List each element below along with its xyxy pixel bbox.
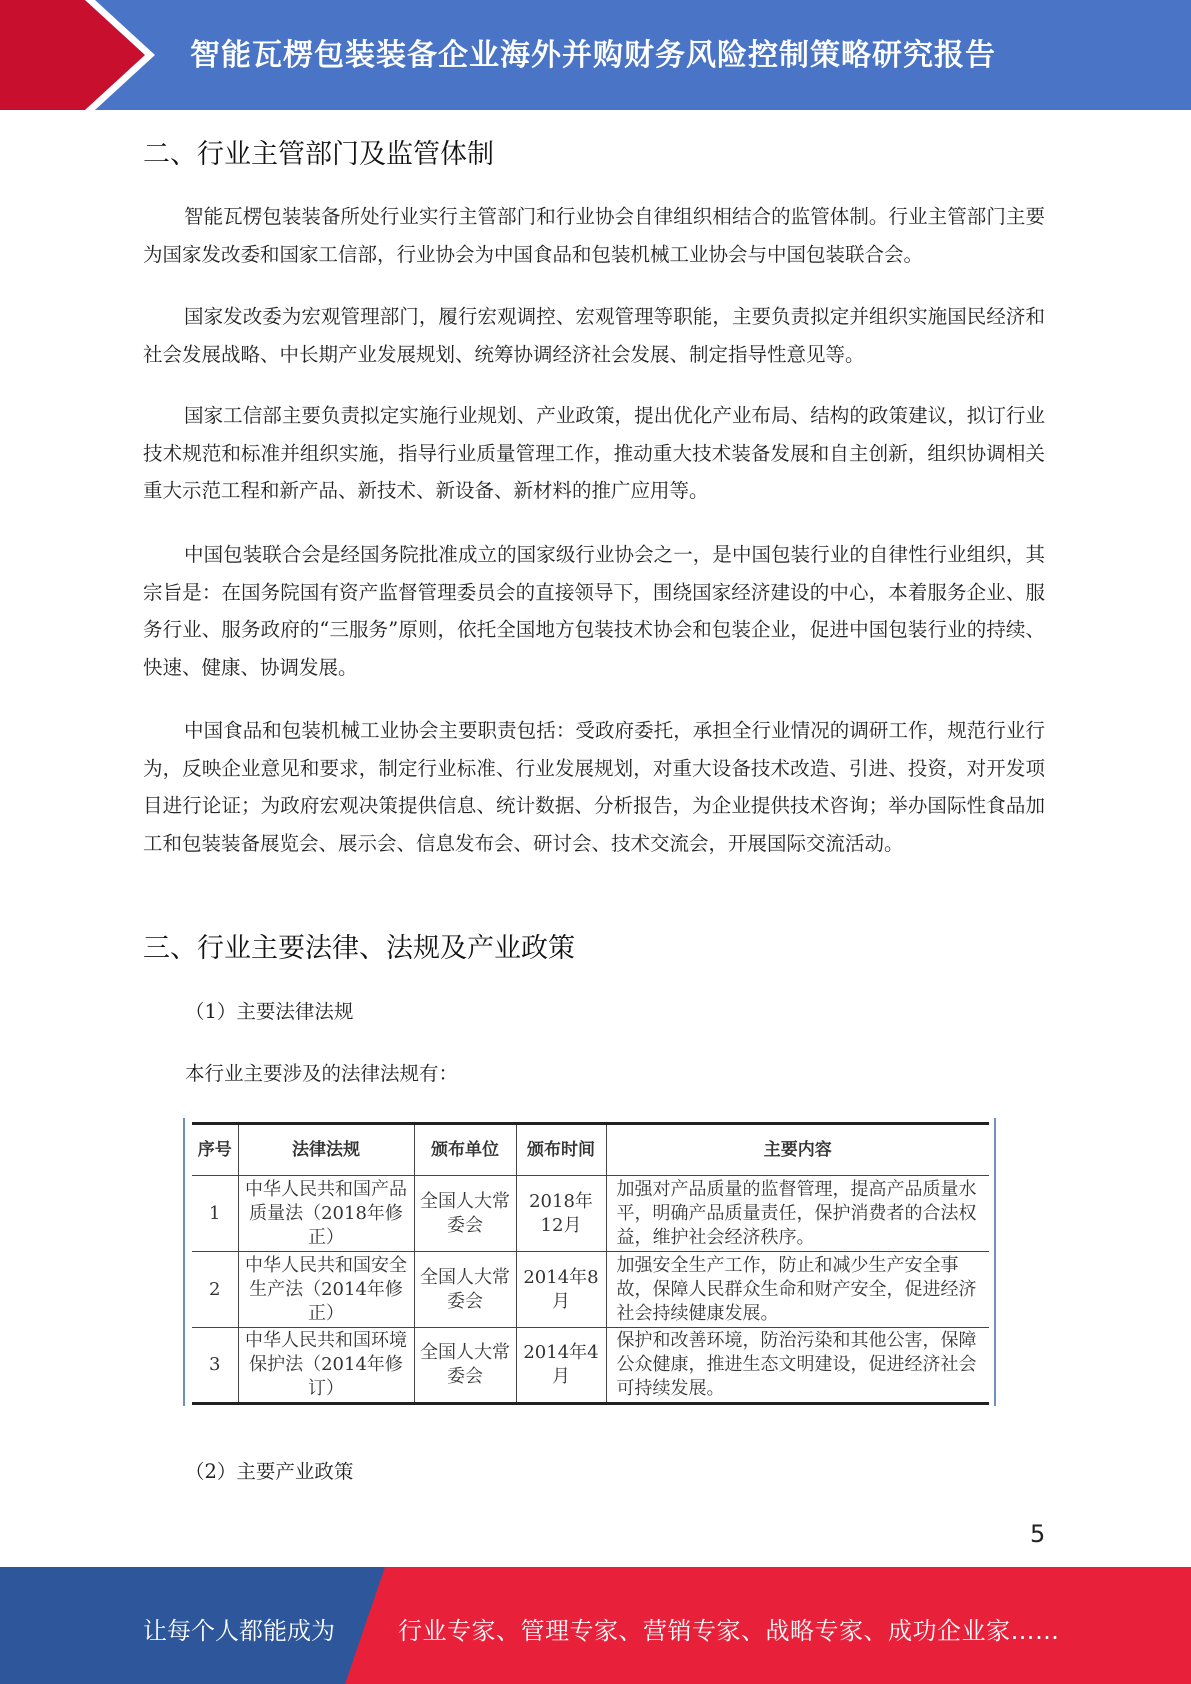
cell-issuer: 全国人大常委会 <box>414 1252 516 1328</box>
paragraph-1: 智能瓦楞包装装备所处行业实行主管部门和行业协会自律组织相结合的监管体制。行业主管部门主要为国家发改委和国家工信部，行业协会为中国食品和包装机械工业协会与中国包装联合会。 <box>143 205 1045 266</box>
paragraph-4: 中国包装联合会是经国务院批准成立的国家级行业协会之一，是中国包装行业的自律性行业组织，其宗旨是：在国务院国有资产监督管理委员会的直接领导下，围绕国家经济建设的中心，本着服务企业、服务行业、服务政府的“三服务”原则，依托全国地方包装技术协会和包装企业，促进中国包装行业的持续、快速、健康、协调发展。 <box>143 543 1045 679</box>
header-index: 序号 <box>192 1124 238 1176</box>
laws-table-frame <box>183 1118 996 1406</box>
section-heading-laws: 三、行业主要法律、法规及产业政策 <box>143 933 575 964</box>
cell-date: 2018年12月 <box>516 1176 606 1252</box>
table-row <box>192 1252 989 1328</box>
table-row <box>192 1328 989 1404</box>
cell-date: 2014年4月 <box>516 1328 606 1404</box>
paragraph-2: 国家发改委为宏观管理部门，履行宏观调控、宏观管理等职能，主要负责拟定并组织实施国民经济和社会发展战略、中长期产业发展规划、统筹协调经济社会发展、制定指导性意见等。 <box>143 305 1045 366</box>
cell-content: 加强对产品质量的监督管理，提高产品质量水平，明确产品质量责任，保护消费者的合法权益，维护社会经济秩序。 <box>606 1176 989 1252</box>
cell-issuer: 全国人大常委会 <box>414 1328 516 1404</box>
subheading-laws: （1）主要法律法规 <box>185 1000 354 1023</box>
header-issuer: 颁布单位 <box>414 1124 516 1176</box>
paragraph-5: 中国食品和包装机械工业协会主要职责包括：受政府委托，承担全行业情况的调研工作，规范行业行为，反映企业意见和要求，制定行业标准、行业发展规划，对重大设备技术改造、引进、投资，对开发项目进行论证；为政府宏观决策提供信息、统计数据、分析报告，为企业提供技术咨询；举办国际性食品加工和包装装备展览会、展示会、信息发布会、研讨会、技术交流会，开展国际交流活动。 <box>143 719 1045 855</box>
footer-slogan-left: 让每个人都能成为 <box>143 1617 335 1645</box>
page-footer <box>0 1567 1191 1684</box>
table-row <box>192 1176 989 1252</box>
cell-law: 中华人民共和国产品质量法（2018年修正） <box>238 1176 414 1252</box>
cell-issuer: 全国人大常委会 <box>414 1176 516 1252</box>
table-intro-text: 本行业主要涉及的法律法规有： <box>185 1062 459 1085</box>
cell-index: 1 <box>192 1176 238 1252</box>
laws-table <box>192 1122 989 1405</box>
cell-law: 中华人民共和国环境保护法（2014年修订） <box>238 1328 414 1404</box>
cell-index: 3 <box>192 1328 238 1404</box>
header-law: 法律法规 <box>238 1124 414 1176</box>
report-title: 智能瓦楞包装装备企业海外并购财务风险控制策略研究报告 <box>190 38 996 73</box>
cell-content: 保护和改善环境，防治污染和其他公害，保障公众健康，推进生态文明建设，促进经济社会可持续发展。 <box>606 1328 989 1404</box>
cell-law: 中华人民共和国安全生产法（2014年修正） <box>238 1252 414 1328</box>
header-date: 颁布时间 <box>516 1124 606 1176</box>
header-content: 主要内容 <box>606 1124 989 1176</box>
page-number: 5 <box>1030 1520 1046 1548</box>
cell-index: 2 <box>192 1252 238 1328</box>
subheading-policies: （2）主要产业政策 <box>185 1460 354 1483</box>
page-header <box>0 0 1191 110</box>
table-header-row <box>192 1124 989 1176</box>
cell-date: 2014年8月 <box>516 1252 606 1328</box>
cell-content: 加强安全生产工作，防止和减少生产安全事故，保障人民群众生命和财产安全，促进经济社会持续健康发展。 <box>606 1252 989 1328</box>
footer-slogan-right: 行业专家、管理专家、营销专家、战略专家、成功企业家…… <box>398 1617 1060 1645</box>
paragraph-3: 国家工信部主要负责拟定实施行业规划、产业政策，提出优化产业布局、结构的政策建议，拟订行业技术规范和标准并组织实施，指导行业质量管理工作，推动重大技术装备发展和自主创新，组织协调相关重大示范工程和新产品、新技术、新设备、新材料的推广应用等。 <box>143 404 1045 502</box>
section-heading-regulation: 二、行业主管部门及监管体制 <box>143 139 494 170</box>
